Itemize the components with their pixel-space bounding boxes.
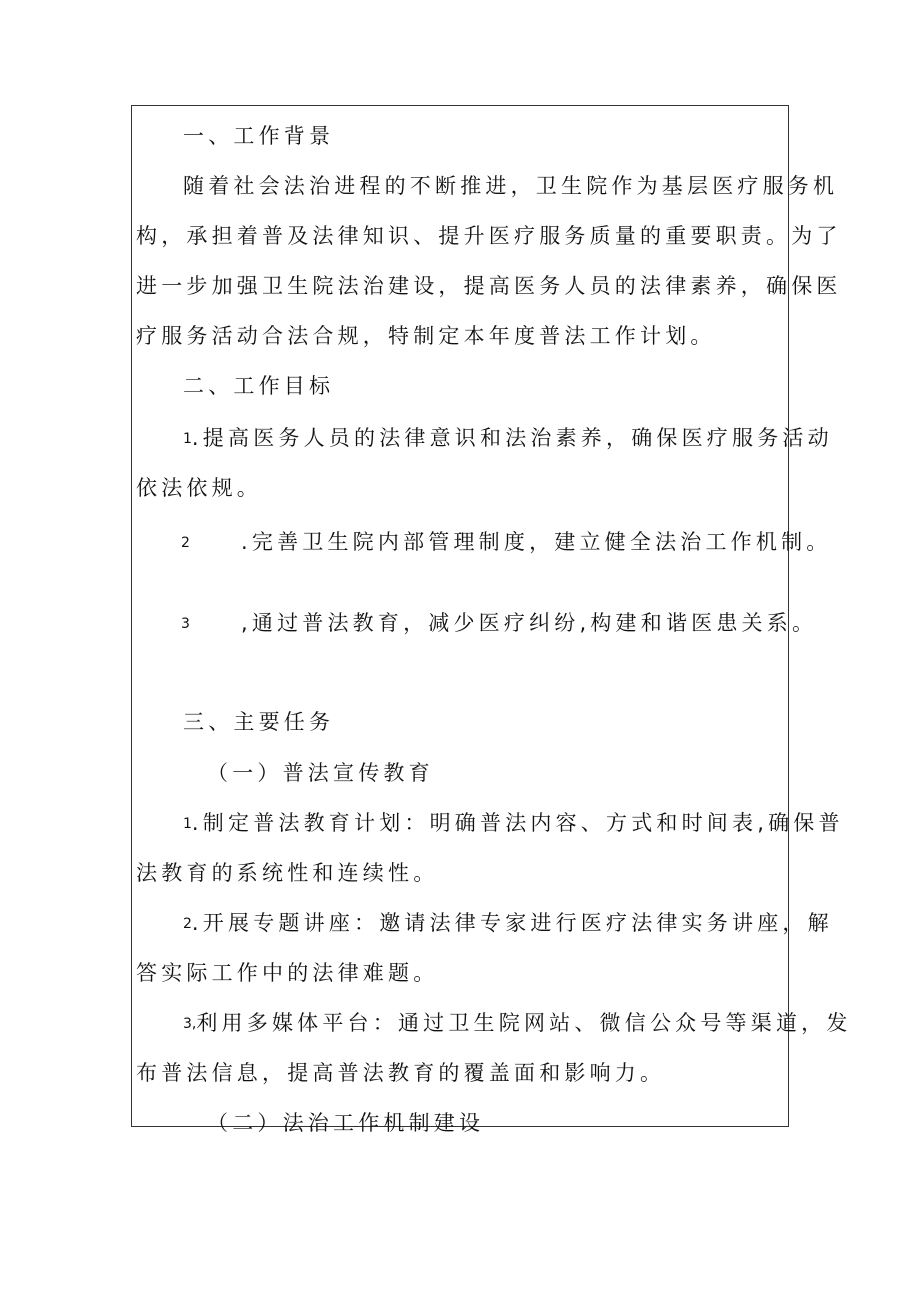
task-item-2-cont: 答实际工作中的法律难题。: [136, 961, 439, 985]
task-item-1: [183, 809, 843, 838]
goal-text: .完善卫生院内部管理制度，建立健全法治工作机制。: [241, 530, 832, 554]
subsection-heading-education: （一）普法宣传教育: [207, 761, 434, 785]
goal-number: 1: [183, 431, 192, 447]
task-item-3: [183, 1009, 852, 1038]
task-number: 1: [183, 816, 192, 832]
task-item-1-cont: 法教育的系统性和连续性。: [136, 861, 439, 885]
goal-item-1-cont: 依法依规。: [136, 476, 262, 500]
task-item-2: [183, 909, 843, 938]
task-text: .制定普法教育计划：明确普法内容、方式和时间表,确保普: [191, 811, 844, 835]
task-text: .开展专题讲座：邀请法律专家进行医疗法律实务讲座，解: [191, 911, 833, 935]
paragraph-line: 疗服务活动合法合规，特制定本年度普法工作计划。: [136, 324, 716, 348]
section-heading-tasks: 三、主要任务: [183, 710, 335, 734]
goal-number: 2: [181, 535, 190, 551]
task-number: 2: [183, 916, 192, 932]
goal-number: 3: [181, 616, 190, 632]
task-number: 3,: [183, 1016, 197, 1032]
goal-text: ,通过普法教育，减少医疗纠纷,构建和谐医患关系。: [241, 611, 818, 635]
task-item-3-cont: 布普法信息，提高普法教育的覆盖面和影响力。: [136, 1061, 666, 1085]
task-text: 利用多媒体平台：通过卫生院网站、微信公众号等渠道，发: [196, 1011, 852, 1035]
paragraph-line: 进一步加强卫生院法治建设，提高医务人员的法律素养，确保医: [136, 274, 842, 298]
subsection-heading-mechanism: （二）法治工作机制建设: [207, 1111, 485, 1135]
goal-item-1: [183, 424, 843, 453]
paragraph-line: 随着社会法治进程的不断推进，卫生院作为基层医疗服务机: [183, 174, 839, 198]
goal-text: .提高医务人员的法律意识和法治素养，确保医疗服务活动: [191, 426, 833, 450]
section-heading-background: 一、工作背景: [183, 124, 335, 148]
goal-item-2: [181, 528, 841, 557]
paragraph-line: 构，承担着普及法律知识、提升医疗服务质量的重要职责。为了: [136, 224, 842, 248]
section-heading-goals: 二、工作目标: [183, 374, 335, 398]
goal-item-3: [181, 609, 841, 638]
